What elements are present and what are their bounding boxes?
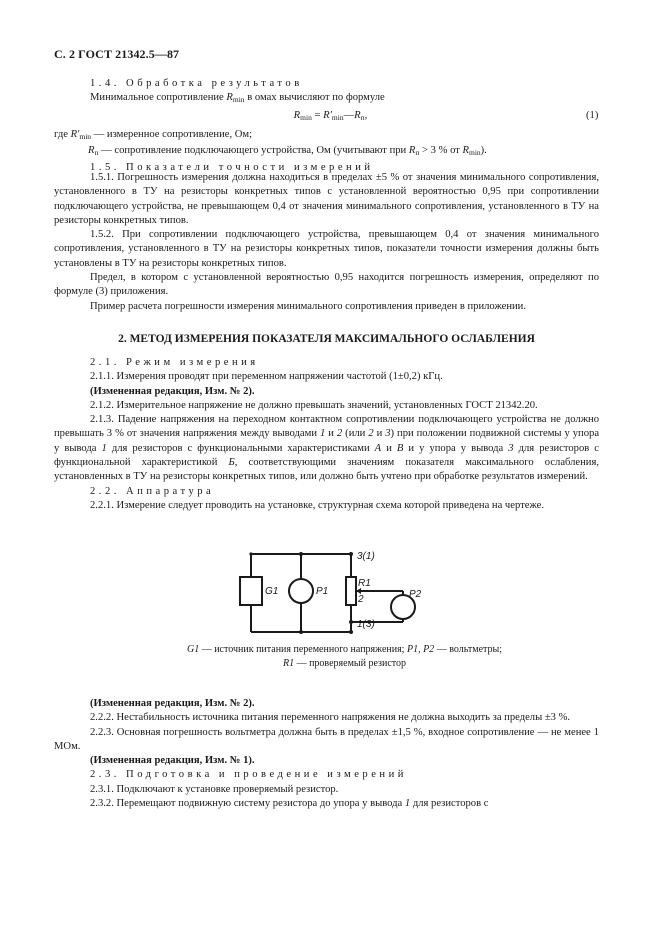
subscript-p: п xyxy=(94,148,99,158)
text-fragment: где xyxy=(54,129,71,140)
terminal-3: 3 xyxy=(508,442,514,454)
subscript-p: п xyxy=(360,113,365,122)
paragraph-2-3-1: 2.3.1. Подключают к установке проверяемый резистор. xyxy=(90,783,339,795)
paragraph-2-2-1: 2.2.1. Измерение следует проводить на установке, структурная схема которой приведена на чертеже. xyxy=(90,499,544,511)
junction-dot xyxy=(299,630,303,634)
symbol-r: R xyxy=(88,145,95,157)
diagram-caption xyxy=(90,643,599,671)
caption-p1-p2: P1, P2 xyxy=(406,644,435,655)
paragraph-2-1-3 xyxy=(54,413,599,484)
terminal-2: 2 xyxy=(336,428,343,440)
text-fragment: для резисторов с xyxy=(410,798,489,810)
subscript-min: min xyxy=(300,113,312,122)
text-fragment: , соответствующими значениям показателя максимального ослабления, установленных в ТУ на резисторы конкретных типов, или должно быть учтено при обработке результатов измерений. xyxy=(54,457,599,483)
characteristic-v: В xyxy=(396,442,404,454)
label-g1: G1 xyxy=(265,586,279,597)
characteristic-b: Б xyxy=(228,457,235,469)
subscript-min: min xyxy=(232,95,245,105)
terminal-1: 1 xyxy=(404,798,411,810)
junction-dot xyxy=(349,620,353,624)
formula-1 xyxy=(0,110,661,122)
equals-sign: = xyxy=(311,110,324,121)
g1-source-box xyxy=(240,577,262,605)
terminal-3: 3 xyxy=(385,428,391,440)
symbol-r: R xyxy=(226,92,233,104)
section-1-4 xyxy=(90,77,599,108)
characteristic-a: А xyxy=(374,442,382,454)
text-fragment: 2.1.3. Падение напряжения на переходном контактном сопротивлении подключающего устройства не должно превышать 3 % от значения напряжения между выводами xyxy=(54,414,599,440)
terminal-1: 1 xyxy=(101,442,107,454)
text-fragment: (или xyxy=(342,428,369,440)
paragraph-1-5-2: 1.5.2. При сопротивлении подключающего устройства, превышающем 0,4 от значения минимального сопротивления, установленного в ТУ на резисторы конкретных типов, показатели точности измерения должны быть установлены в ТУ на резисторы конкретных типов. xyxy=(54,229,599,269)
text-fragment: для резисторов с функциональными характеристиками xyxy=(106,442,375,454)
paragraph-2-1-1: 2.1.1. Измерения проводят при переменном напряжении частотой (1±0,2) кГц. xyxy=(90,371,443,383)
section-1-5-title: 1.5. Показатели точности измерений xyxy=(90,161,374,173)
text-fragment: и у упора у вывода xyxy=(403,442,509,454)
section-2-title: 2. МЕТОД ИЗМЕРЕНИЯ ПОКАЗАТЕЛЯ МАКСИМАЛЬНОГО ОСЛАБЛЕНИЯ xyxy=(118,333,535,345)
circuit-diagram xyxy=(225,548,440,643)
label-p1: P1 xyxy=(316,586,329,597)
subscript-min: min xyxy=(79,132,92,141)
text-fragment: в омах вычисляют по формуле xyxy=(244,92,385,104)
section-2-3-title: 2.3. Подготовка и проведение измерений xyxy=(90,769,407,781)
text-fragment: и xyxy=(325,428,337,440)
page-header: С. 2 ГОСТ 21342.5—87 xyxy=(54,47,180,61)
legend-r-prime xyxy=(54,128,599,144)
symbol-r: R xyxy=(354,110,361,121)
text-fragment: для резисторов с функциональной характеристикой xyxy=(54,442,600,469)
section-2-body xyxy=(54,356,599,513)
paragraph-1-5-1: 1.5.1. Погрешность измерения должна находиться в пределах ±5 % от значения минимального сопротивления, установленного в ТУ на резисторы конкретных типов с установленной вероятностью 0,95 при сопротивлении подключающего устройства, не превышающем 0,4 от значения минимального сопротивления, установленного в ТУ на резисторы конкретных типов. xyxy=(54,172,599,226)
text-fragment: и xyxy=(373,428,386,440)
label-terminal-3: 3(1) xyxy=(357,551,375,562)
junction-dot xyxy=(349,552,353,556)
section-2-1-title: 2.1. Режим измерения xyxy=(90,357,259,368)
subscript-min: min xyxy=(331,113,344,122)
label-r1: R1 xyxy=(358,578,371,589)
r1-resistor xyxy=(346,577,356,605)
section-1-4-intro xyxy=(90,91,599,107)
text-fragment: Минимальное сопротивление xyxy=(90,92,227,104)
circuit-svg xyxy=(225,548,440,638)
caption-g1: G1 xyxy=(186,644,200,655)
edit-note-2: (Измененная редакция, Изм. № 2). xyxy=(90,385,255,397)
symbol-r: R xyxy=(462,145,469,157)
text-fragment: — источник питания переменного напряжения; xyxy=(199,644,407,655)
text-fragment: — вольтметры; xyxy=(434,644,503,655)
section-2-2-continued xyxy=(54,697,599,811)
p1-voltmeter xyxy=(289,579,313,603)
label-terminal-2: 2 xyxy=(358,594,364,605)
edit-note-1: (Измененная редакция, Изм. № 1). xyxy=(90,755,255,767)
text-fragment: — измеренное сопротивление, Ом; xyxy=(91,129,253,140)
paragraph-limit: Предел, в котором с установленной вероятностью 0,95 находится погрешность измерения, определяют по формуле (3) приложения. xyxy=(54,272,599,298)
paragraph-2-1-2: 2.1.2. Измерительное напряжение не должно превышать значений, установленных ГОСТ 21342.20. xyxy=(90,399,538,411)
minus-sign: — xyxy=(343,110,355,121)
text-fragment: ). xyxy=(480,145,487,157)
text-fragment: — сопротивление подключающего устройства, Ом (учитывают при xyxy=(98,145,409,157)
junction-dot xyxy=(249,552,252,555)
text-fragment: — проверяемый резистор xyxy=(294,658,407,669)
section-1-5 xyxy=(54,171,599,314)
terminal-2: 2 xyxy=(368,428,374,440)
text-fragment: и xyxy=(381,442,397,454)
junction-dot xyxy=(299,552,303,556)
subscript-p: п xyxy=(415,148,420,158)
terminal-1: 1 xyxy=(319,428,326,440)
paragraph-2-2-2: 2.2.2. Нестабильность источника питания переменного напряжения не должна выходить за пределы ±3 %. xyxy=(90,712,571,724)
symbol-r: R xyxy=(293,110,301,121)
text-fragment: > 3 % от xyxy=(419,145,463,157)
paragraph-2-3-2 xyxy=(54,797,599,811)
symbol-r: R xyxy=(408,145,416,157)
label-terminal-1: 1(3) xyxy=(357,619,375,630)
comma: , xyxy=(364,110,368,121)
formula-legend xyxy=(54,128,599,175)
paragraph-2-2-3: 2.2.3. Основная погрешность вольтметра должна быть в пределах ±1,5 %, входное сопротивление — не менее 1 МОм. xyxy=(54,726,599,752)
symbol-r-prime: R′ xyxy=(323,110,332,121)
label-p2: P2 xyxy=(409,589,422,600)
edit-note-2-second: (Измененная редакция, Изм. № 2). xyxy=(90,698,255,709)
section-1-4-title: 1.4. Обработка результатов xyxy=(90,78,303,89)
text-fragment: ) при положении подвижной системы у упора у вывода xyxy=(54,428,600,454)
formula-number: (1) xyxy=(586,110,599,121)
junction-dot xyxy=(349,630,353,634)
text-fragment: 2.3.2. Перемещают подвижную систему резистора до упора у вывода xyxy=(90,798,405,810)
symbol-r-prime: R′ xyxy=(70,129,80,140)
subscript-min: min xyxy=(468,148,481,158)
section-2-2-title: 2.2. Аппаратура xyxy=(90,485,215,497)
paragraph-example: Пример расчета погрешности измерения минимального сопротивления приведен в приложении. xyxy=(90,300,526,312)
caption-r1: R1 xyxy=(282,658,295,669)
legend-r-p xyxy=(88,144,599,160)
